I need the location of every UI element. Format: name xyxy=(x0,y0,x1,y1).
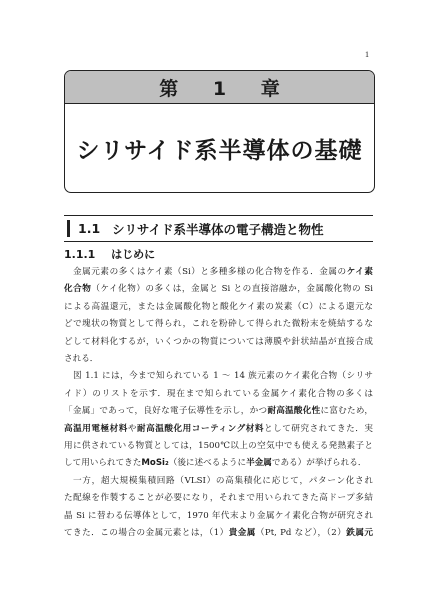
text-run: 図 1.1 には，今まで知られている 1 ～ 14 族元素のケイ素化合物（シリサ xyxy=(73,371,373,382)
text-line xyxy=(64,316,373,333)
subsection-heading xyxy=(64,246,155,262)
bold-term: 半金属 xyxy=(246,458,272,469)
text-run: 金属元素の多くはケイ素（Si）と多種多様の化合物を作る．金属の xyxy=(73,267,347,277)
text-line xyxy=(64,351,373,368)
text-run: た配線を作製することが必要になり，それまで用いられてきた高ドープ多結 xyxy=(64,493,373,504)
text-run: として研究されてきた．実 xyxy=(263,423,373,434)
text-run: どして材料化するが，いくつかの物質については薄膜や針状結晶が直接合成 xyxy=(64,336,373,347)
text-run: 用に供されている物質としては，1500℃以上の空気中でも使える発熱素子と xyxy=(64,441,373,452)
text-run: 一方，超大規模集積回路（VLSI）の高集積化に応じて，パターン化され xyxy=(73,475,373,486)
text-line xyxy=(64,264,373,281)
section-title: シリサイド系半導体の電子構造と物性 xyxy=(112,221,324,237)
text-line xyxy=(64,438,373,455)
text-run: 晶 Si に替わる伝導体として，1970 年代末より金属ケイ素化合物が研究され xyxy=(64,510,373,521)
text-run: に富むため， xyxy=(320,406,373,417)
text-line xyxy=(64,455,373,472)
text-run: てきた．この場合の金属元素とは，（1） xyxy=(64,528,229,539)
text-run: して用いられてきた xyxy=(64,458,142,469)
subsection-number: 1.1.1 xyxy=(64,248,96,261)
text-line xyxy=(64,403,373,420)
text-line xyxy=(64,281,373,298)
text-run: される． xyxy=(64,354,99,365)
text-line xyxy=(64,490,373,507)
text-line xyxy=(64,334,373,351)
section-number: 1.1 xyxy=(78,221,101,236)
bold-term: 耐高温酸化用コーティング材料 xyxy=(137,423,264,434)
chapter-heading-box xyxy=(64,70,375,193)
text-run: （ケイ化物）の多くは，金属と Si との直接溶融か，金属酸化物の Si xyxy=(91,284,373,295)
page-number: 1 xyxy=(365,50,369,59)
text-run: である）が挙げられる． xyxy=(271,458,367,469)
bold-term: 貴金属 xyxy=(228,528,256,539)
text-line xyxy=(64,386,373,403)
section-heading xyxy=(64,215,373,242)
text-run: （後に述べるように xyxy=(168,458,247,469)
bold-term: 鉄属元 xyxy=(346,528,373,539)
chapter-label: 第 1 章 xyxy=(65,71,374,104)
text-run: や xyxy=(127,423,138,434)
bold-term: ケイ素 xyxy=(346,267,373,277)
text-run: どで塊状の物質として得られ，これを粉砕して得られた微粉末を焼結するな xyxy=(64,319,373,330)
text-line xyxy=(64,473,373,490)
text-run: （Pt, Pd など），（2） xyxy=(255,528,347,539)
text-line xyxy=(64,368,373,385)
text-run: イド）のリストを示す．現在まで知られている金属ケイ素化合物の多くは xyxy=(64,388,373,399)
section-bar-decoration xyxy=(67,220,70,237)
subsection-title: はじめに xyxy=(111,248,156,261)
text-line xyxy=(64,508,373,525)
bold-term: MoSi₂ xyxy=(141,458,169,469)
bold-term: 耐高温酸化性 xyxy=(267,406,321,417)
body-text xyxy=(64,264,373,543)
text-run: 「金属」であって，良好な電子伝導性を示し，かつ xyxy=(64,406,268,417)
text-line xyxy=(64,421,373,438)
text-line xyxy=(64,299,373,316)
bold-term: 高温用電極材料 xyxy=(64,423,128,434)
text-line xyxy=(64,525,373,542)
text-run: による高温還元，または金属酸化物と酸化ケイ素の炭素（C）による還元な xyxy=(64,301,373,312)
chapter-title: シリサイド系半導体の基礎 xyxy=(76,137,363,164)
bold-term: 化合物 xyxy=(64,284,92,295)
